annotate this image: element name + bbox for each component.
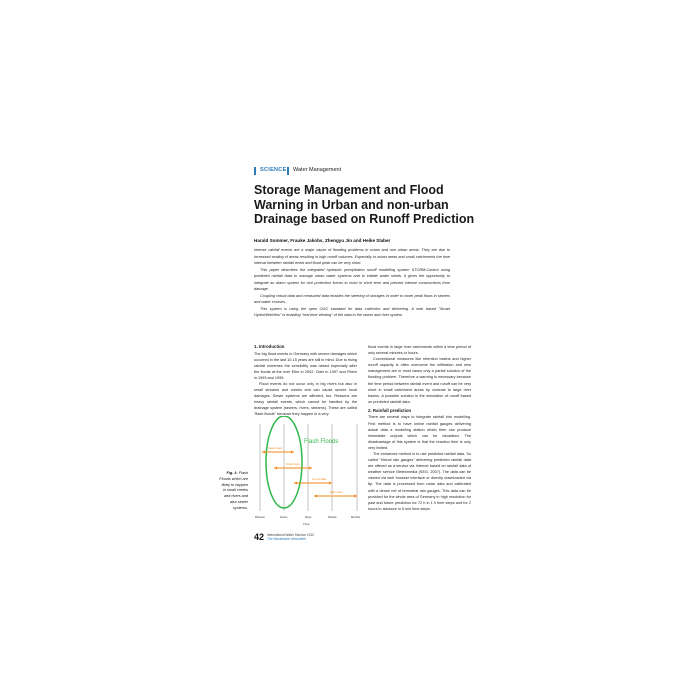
journal-brand: The Wastewater Newsletter: [267, 537, 307, 541]
title-line: Drainage based on Runoff Prediction: [254, 212, 475, 226]
axis-tick-label: Weeks: [328, 515, 337, 519]
abstract-paragraph: Coupling virtual data and measured data enables the steering of storages in order to lower peak flows in sewers and water courses.: [254, 293, 450, 304]
topic-label: Water Management: [293, 167, 342, 173]
column-right: [368, 344, 471, 512]
flash-flood-figure: [254, 416, 365, 529]
arrow-head: [314, 495, 317, 498]
title-line: Storage Management and Flood: [254, 183, 444, 197]
section-header: [254, 166, 454, 176]
caption-text: Flash Floods which are likely to happen in small creeks and rivers and also sewer systems.: [219, 471, 248, 510]
axis-tick-label: Minutes: [255, 515, 265, 519]
article-title: [254, 183, 504, 227]
axis-tick-label: Days: [305, 515, 312, 519]
title-line: Warning in Urban and non-urban: [254, 197, 449, 212]
axis-tick-label: Hours: [280, 515, 288, 519]
arrow-head: [262, 451, 265, 454]
body-paragraph: The enhanced method is to use predicted rainfall data. So called "Virtual rain gauges" delivering predicted rainfall data are offered as a service via Internet based on rainfall data of weather service Meteomedia (SEG, 2007). The data can be viewed via web browser interface or directly downloaded via ftp. The data is processed from radar data and calibrated with a dense net of terrestrial rain gauges. This data can be provided for the whole area of Germany in high resolution for past and future prediction for 72 h in 1 h time steps and for 2 hours in advance in 5 min time steps.: [368, 452, 471, 511]
authors: Harald Sommer, Frauke Jakobs, Zhengyu Jin and Heike Slaber: [254, 238, 391, 243]
arrow-head: [294, 482, 297, 485]
arrow-head: [354, 495, 357, 498]
arrow-head: [274, 467, 277, 470]
body-paragraph: Conventional measures like retention basins and higher runoff capacity is often overcome the infiltration and new management are in most cases only a partial solution of the flooding problem. Therefore a warning is necessary because the time period between rainfall event and runoff can be very short in small catchment areas by contrast to large river basins. A possible solution is the simulation of runoff based on predicted rainfall data.: [368, 357, 471, 404]
arrow-head: [329, 482, 332, 485]
arrow-label: Sewer pipes: [268, 447, 283, 450]
body-paragraph: There are several ways to integrate rainfall into modelling. First method is to have online rainfall gauges delivering actual data a modelling station which then can produce immediate outputs which can be visualized. The disadvantage of this system is that the reaction time is only very limited.: [368, 415, 471, 450]
flash-floods-label: Flash Floods: [304, 439, 339, 445]
arrow-head: [309, 467, 312, 470]
caption-label: Fig. 1:: [226, 471, 238, 475]
arrow-label: Main rivers: [330, 491, 343, 494]
section-label: SCIENCE: [260, 167, 287, 173]
column-left: [254, 344, 357, 418]
body-paragraph: flood events in large river catchments within a time period of only several minutes or hours.: [368, 345, 471, 356]
arrow-label: Lg river Elbe: [312, 478, 327, 481]
page-number: 42: [254, 532, 265, 542]
abstract: [254, 247, 450, 319]
arrow-label: Small rivers: [286, 463, 300, 466]
axis-title: Time: [303, 522, 310, 526]
abstract-paragraph: Intense rainfall events are a major cause of flooding problems in urban and non urban areas. They are due to increased sealing of areas resulting in high runoff volumes. Especially in urban areas and small catchments the time interval between rainfall event and flood peak can be very short.: [254, 248, 450, 265]
axis-tick-label: Months: [351, 515, 361, 519]
section-heading: 2. Rainfall prediction: [368, 407, 412, 413]
header-divider: [287, 167, 289, 175]
body-paragraph: Flood events do not occur only in big rivers but also in small streams and creeks and can cause severe local damages. Sewer systems are affected, too. Reasons are heavy rainfall events, which cannot be handled by the drainage system (sewers, rivers, streams). These are called "flash floods" because they happen in a very: [254, 381, 357, 417]
header-divider: [254, 167, 256, 175]
journal-name: International Water Science 2010: [267, 533, 315, 537]
journal-info: [267, 533, 314, 541]
abstract-paragraph: This system is using the open OGC standard for data collection and delivering. A web based "Smart HydroWebView" is enabling "real time viewing" of the data in the sewer and river system.: [254, 306, 450, 317]
figure-svg: [254, 416, 365, 529]
body-paragraph: The big flood events in Germany with severe damages which occurred in the last 10-15 years are still in mind. Due to rising rainfall extremes the sensibility was raised especially after the floods at the river Elbe in 2002, Oder in 1997 and Rhein in 1993 and 1995.: [254, 351, 357, 380]
abstract-paragraph: This paper describes the integrated hydraulic precipitation runoff modelling system STORM.Control using predicted rainfall data to manage urban water systems and to initiate water sheds. It gives the opportunity to integrate an alarm system for civil protection forces to react in short term and prevent intense constructions from damage.: [254, 267, 450, 291]
arrow-head: [291, 451, 294, 454]
section-heading: 1. Introduction: [254, 344, 285, 349]
